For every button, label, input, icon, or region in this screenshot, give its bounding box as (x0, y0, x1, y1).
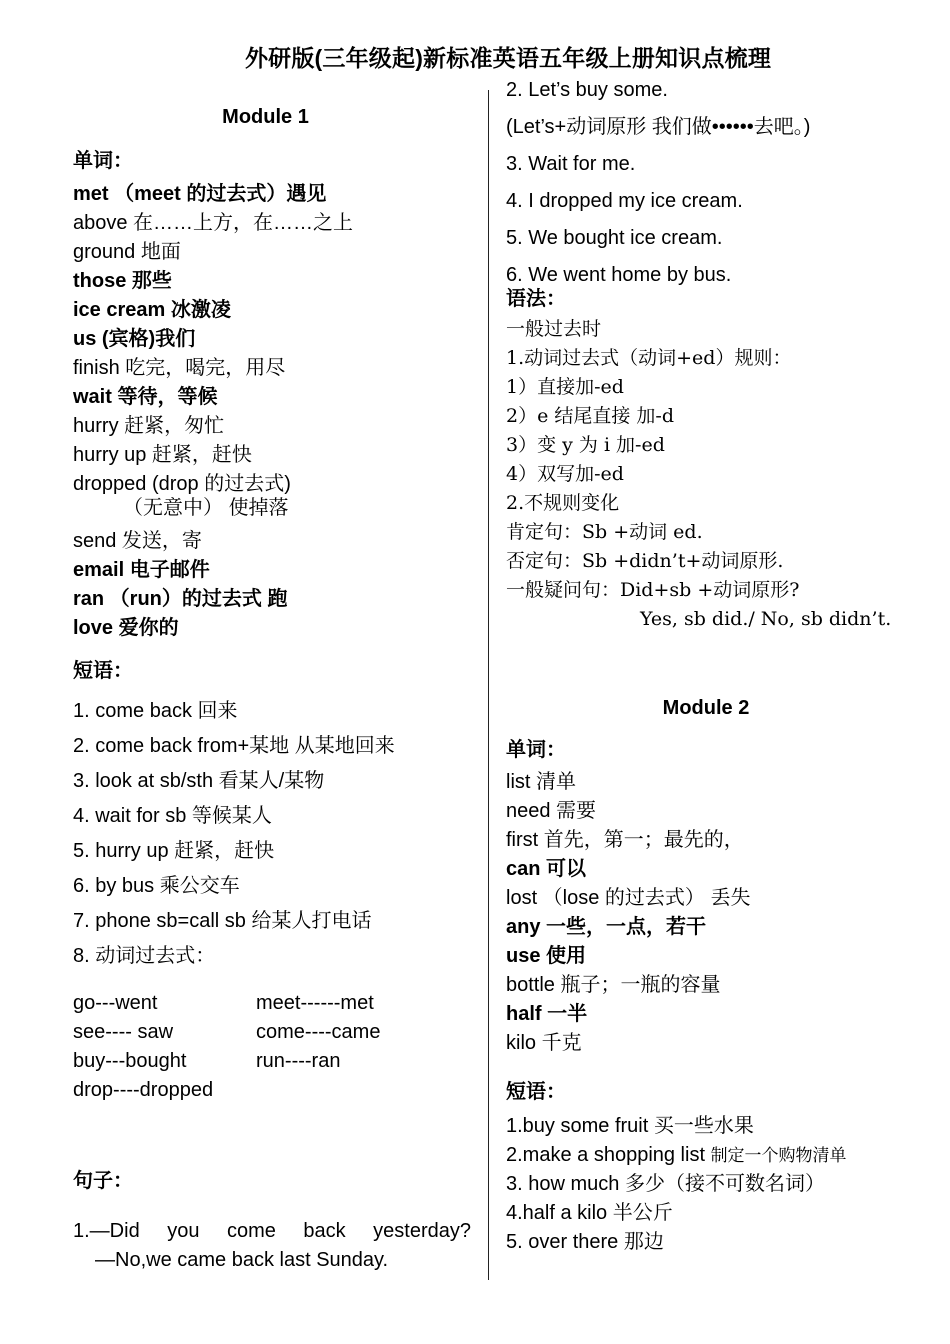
vocab-item: ice cream 冰激凌 (73, 299, 231, 321)
phrase-list (73, 697, 478, 977)
m2-phrase-text: 3. how much 多少（接不可数名词） (506, 1173, 825, 1195)
sentence-item: 3. Wait for me. (506, 153, 636, 175)
phrase-item: 5. hurry up 赶紧，赶快 (73, 840, 275, 862)
past-tense-right: meet------met (256, 992, 374, 1014)
m2-phrase-item (506, 1228, 926, 1257)
m2-phrase-item (506, 1112, 926, 1141)
phrase-heading: 短语： (73, 660, 133, 682)
sentence-item: (Let’s+动词原形 我们做••••••去吧。) (506, 116, 811, 138)
past-tense-right: come----came (256, 1021, 381, 1043)
vocab-item: above 在……上方，在……之上 (73, 212, 354, 234)
m2-phrase-item (506, 1199, 926, 1228)
grammar-list (506, 315, 926, 634)
m2-vocab-item: bottle 瓶子；一瓶的容量 (506, 974, 721, 996)
phrase-item: 7. phone sb=call sb 给某人打电话 (73, 910, 372, 932)
past-tense-left: see---- saw (73, 1021, 174, 1043)
m2-phrase-list (506, 1112, 926, 1257)
grammar-line: 3）变 y 为 i 加-ed (506, 434, 665, 456)
column-divider (488, 90, 489, 1280)
grammar-heading: 语法： (506, 288, 566, 310)
m2-phrase-text: 4.half a kilo 半公斤 (506, 1202, 673, 1224)
vocab-item: ground 地面 (73, 241, 181, 263)
m2-phrase-heading: 短语： (506, 1081, 566, 1103)
m2-phrase-text: 2.make a shopping list (506, 1144, 711, 1166)
sentence-item: 2. Let’s buy some. (506, 79, 668, 101)
vocab-item: those 那些 (73, 270, 172, 292)
sentence-item: 6. We went home by bus. (506, 264, 732, 286)
m2-vocab-item: need 需要 (506, 800, 597, 822)
grammar-line: 肯定句：Sb +动词 ed. (506, 521, 703, 543)
grammar-line: 4）双写加-ed (506, 463, 624, 485)
module2-heading: Module 2 (662, 697, 750, 719)
grammar-line: 一般疑问句：Did+sb +动词原形? (506, 579, 800, 601)
m2-vocab-item: use 使用 (506, 945, 587, 967)
grammar-line: 一般过去时 (506, 318, 602, 340)
m2-phrase-note: 制定一个购物清单 (710, 1146, 847, 1165)
right-column (506, 76, 926, 1257)
page-title: 外研版(三年级起)新标准英语五年级上册知识点梳理 (244, 45, 772, 71)
past-tense-row (73, 1076, 478, 1105)
grammar-line: 1）直接加-ed (506, 376, 624, 398)
phrase-item: 3. look at sb/sth 看某人/某物 (73, 770, 325, 792)
m2-vocab-item: lost （lose 的过去式） 丢失 (506, 887, 751, 909)
m2-vocab-item: half 一半 (506, 1003, 588, 1025)
phrase-item: 8. 动词过去式： (73, 945, 216, 967)
m2-vocab-item: list 清单 (506, 771, 576, 793)
vocab-item: wait 等待，等候 (73, 386, 218, 408)
vocab-item: hurry up 赶紧，赶快 (73, 444, 252, 466)
module1-heading: Module 1 (222, 106, 309, 128)
grammar-line: 否定句：Sb +didn’t+动词原形. (506, 550, 784, 572)
vocab-list (73, 180, 478, 643)
m2-phrase-item (506, 1141, 926, 1170)
past-tense-row (73, 1047, 478, 1076)
past-tense-row (73, 1018, 478, 1047)
grammar-line: 2.不规则变化 (506, 492, 620, 514)
m2-vocab-item: kilo 千克 (506, 1032, 582, 1054)
phrase-item: 4. wait for sb 等候某人 (73, 805, 272, 827)
vocab-heading: 单词： (73, 150, 133, 172)
m2-vocab-item: any 一些，一点，若干 (506, 916, 707, 938)
phrase-item: 1. come back 回来 (73, 700, 238, 722)
m2-phrase-text: 5. over there 那边 (506, 1231, 664, 1253)
left-column (73, 103, 478, 1275)
sentence-1-answer: —No,we came back last Sunday. (95, 1249, 389, 1271)
sentence-list (506, 76, 926, 285)
sentence-item: 5. We bought ice cream. (506, 227, 723, 249)
grammar-line: 1.动词过去式（动词+ed）规则： (506, 347, 792, 369)
vocab-item: us (宾格)我们 (73, 328, 196, 350)
past-tense-left: drop----dropped (73, 1079, 214, 1101)
grammar-line: Yes, sb did./ No, sb didn’t. (640, 608, 892, 630)
sentence-heading: 句子： (73, 1170, 133, 1192)
vocab-item: dropped (drop 的过去式) (73, 473, 291, 495)
past-tense-left: go---went (73, 992, 158, 1014)
sentence-item: 4. I dropped my ice cream. (506, 190, 743, 212)
past-tense-left: buy---bought (73, 1050, 187, 1072)
past-tense-table (73, 989, 478, 1105)
m2-vocab-heading: 单词： (506, 739, 566, 761)
grammar-line: 2）e 结尾直接 加-d (506, 405, 674, 427)
vocab-item: hurry 赶紧，匆忙 (73, 415, 225, 437)
m2-vocab-item: first 首先，第一；最先的， (506, 829, 744, 851)
vocab-item: send 发送，寄 (73, 530, 202, 552)
sentence-1-question: 1.—Did you come back yesterday? (73, 1220, 471, 1242)
vocab-item: finish 吃完，喝完，用尽 (73, 357, 286, 379)
past-tense-right: run----ran (256, 1050, 341, 1072)
m2-phrase-item (506, 1170, 926, 1199)
m2-vocab-item: can 可以 (506, 858, 587, 880)
vocab-item: love 爱你的 (73, 617, 179, 639)
phrase-item: 6. by bus 乘公交车 (73, 875, 240, 897)
phrase-item: 2. come back from+某地 从某地回来 (73, 735, 395, 757)
vocab-item: met （meet 的过去式）遇见 (73, 183, 327, 205)
m2-vocab-list (506, 768, 926, 1058)
m2-phrase-text: 1.buy some fruit 买一些水果 (506, 1115, 754, 1137)
vocab-item: ran （run）的过去式 跑 (73, 588, 288, 610)
past-tense-row (73, 989, 478, 1018)
vocab-item: （无意中） 使掉落 (123, 497, 289, 519)
vocab-item: email 电子邮件 (73, 559, 210, 581)
